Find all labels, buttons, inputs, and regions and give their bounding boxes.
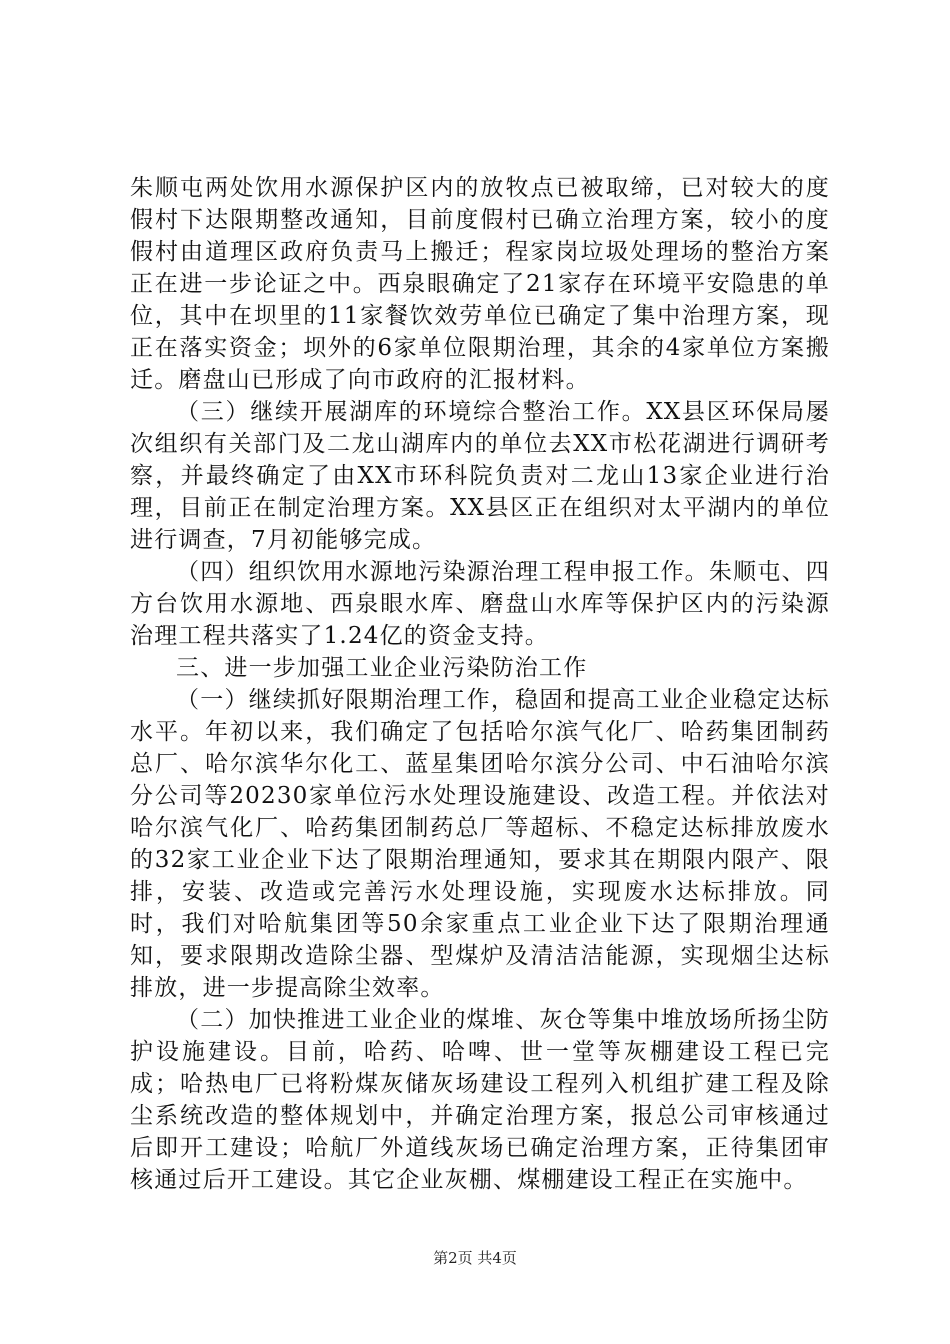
section-heading: 三、进一步加强工业企业污染防治工作 (176, 655, 588, 681)
paragraph-subsection-1: （一）继续抓好限期治理工作，稳固和提高工业企业稳定达标水平。年初以来，我们确定了包括哈尔滨气化厂、哈药集团制药总厂、哈尔滨华尔化工、蓝星集团哈尔滨分公司、中石油哈尔滨分公司等20230家单位污水处理设施建设、改造工程。并依法对哈尔滨气化厂、哈药集团制药总厂等超标、不稳定达标排放废水的32家工业企业下达了限期治理通知，要求其在期限内限产、限排，安装、改造或完善污水处理设施，实现废水达标排放。同时，我们对哈航集团等50余家重点工业企业下达了限期治理通知，要求限期改造除尘器、型煤炉及清洁洁能源，实现烟尘达标排放，进一步提高除尘效率。 (130, 687, 830, 1001)
paragraph-continuation: 朱顺屯两处饮用水源保护区内的放牧点已被取缔，已对较大的度假村下达限期整改通知，目前度假村已确立治理方案，较小的度假村由道理区政府负责马上搬迁；程家岗垃圾处理场的整治方案正在进一步论证之中。西泉眼确定了21家存在环境平安隐患的单位，其中在坝里的11家餐饮效劳单位已确定了集中治理方案，现正在落实资金；坝外的6家单位限期治理，其余的4家单位方案搬迁。磨盘山已形成了向市政府的汇报材料。 (130, 175, 830, 393)
paragraph-section-4: （四）组织饮用水源地污染源治理工程申报工作。朱顺屯、四方台饮用水源地、西泉眼水库、磨盘山水库等保护区内的污染源治理工程共落实了1.24亿的资金支持。 (130, 559, 830, 649)
paragraph-subsection-2: （二）加快推进工业企业的煤堆、灰仓等集中堆放场所扬尘防护设施建设。目前，哈药、哈啤、世一堂等灰棚建设工程已完成；哈热电厂已将粉煤灰储灰场建设工程列入机组扩建工程及除尘系统改造的整体规划中，并确定治理方案，报总公司审核通过后即开工建设；哈航厂外道线灰场已确定治理方案，正待集团审核通过后开工建设。其它企业灰棚、煤棚建设工程正在实施中。 (130, 1007, 830, 1193)
page-footer: 第2页 共4页 (433, 1249, 517, 1267)
document-body (130, 172, 830, 1196)
paragraph-section-3: （三）继续开展湖库的环境综合整治工作。XX县区环保局屡次组织有关部门及二龙山湖库内的单位去XX市松花湖进行调研考察，并最终确定了由XX市环科院负责对二龙山13家企业进行治理，目前正在制定治理方案。XX县区正在组织对太平湖内的单位进行调查，7月初能够完成。 (130, 399, 830, 553)
